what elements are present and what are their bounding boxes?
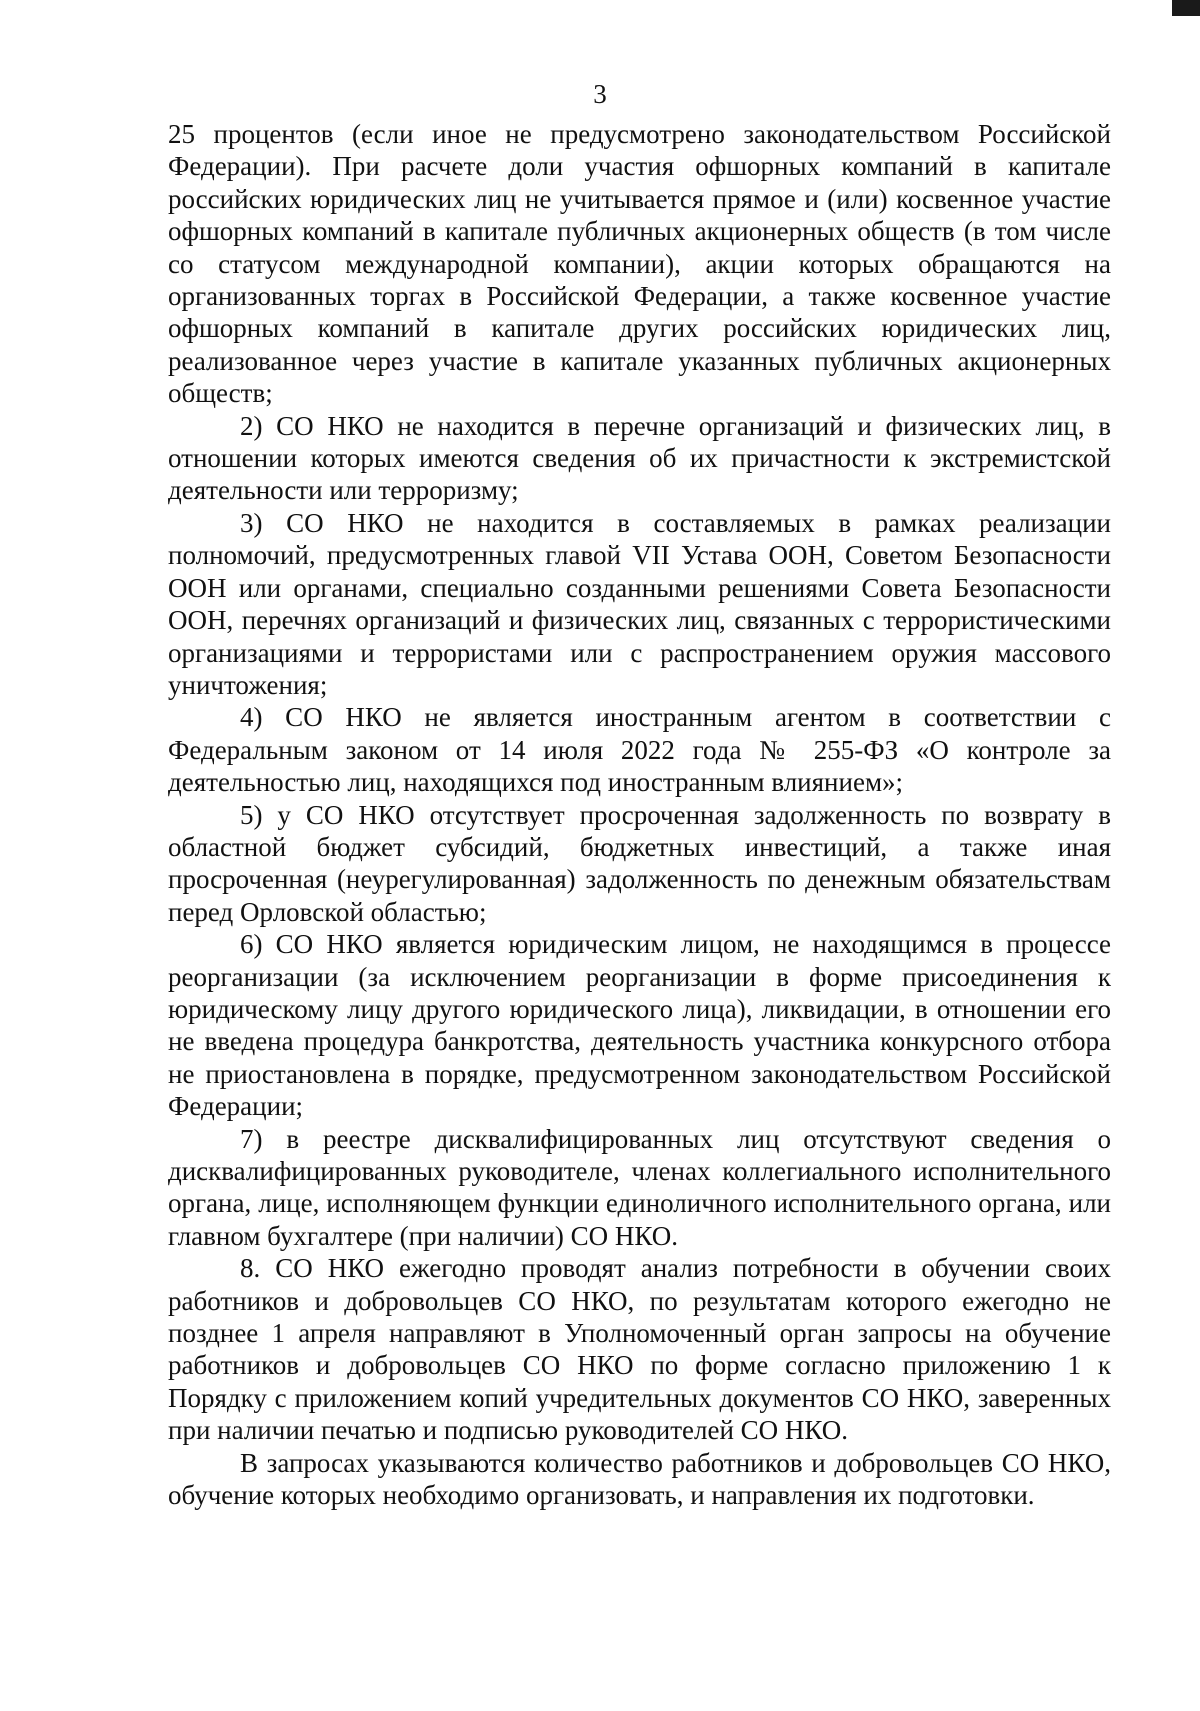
paragraph-continuation: 25 процентов (если иное не предусмотрено законодательством Российской Федерации). При расчете доли участия офшорных компаний в капитале российских юридических лиц не учитывается прямое и (или) косвенное участие офшорных компаний в капитале публичных акционерных обществ (в том числе со статусом международной компании), акции которых обращаются на организованных торгах в Российской Федерации, а также косвенное участие офшорных компаний в капитале других российских юридических лиц, реализованное через участие в капитале указанных публичных акционерных обществ; — [168, 119, 1111, 409]
paragraph-item-4: 4) СО НКО не является иностранным агентом в соответствии с Федеральным законом от 14 июля 2022 года № 255-ФЗ «О контроле за деятельностью лиц, находящихся под иностранным влиянием»; — [168, 702, 1111, 798]
document-body — [168, 118, 1111, 1511]
paragraph-section-8: 8. СО НКО ежегодно проводят анализ потребности в обучении своих работников и добровольцев СО НКО, по результатам которого ежегодно не позднее 1 апреля направляют в Уполномоченный орган запросы на обучение работников и добровольцев СО НКО по форме согласно приложению 1 к Порядку с приложением копий учредительных документов СО НКО, заверенных при наличии печатью и подписью руководителей СО НКО. — [168, 1253, 1111, 1446]
page-number: 3 — [593, 79, 607, 109]
paragraph-item-2: 2) СО НКО не находится в перечне организаций и физических лиц, в отношении которых имеются сведения об их причастности к экстремистской деятельности или терроризму; — [168, 410, 1111, 506]
paragraph-requests: В запросах указываются количество работников и добровольцев СО НКО, обучение которых необходимо организовать, и направления их подготовки. — [168, 1447, 1111, 1511]
paragraph-item-5: 5) у СО НКО отсутствует просроченная задолженность по возврату в областной бюджет субсидий, бюджетных инвестиций, а также иная просроченная (неурегулированная) задолженность по денежным обязательствам перед Орловской областью; — [168, 799, 1111, 927]
paragraph-item-7: 7) в реестре дисквалифицированных лиц отсутствуют сведения о дисквалифицированных руководителе, членах коллегиального исполнительного органа, лице, исполняющем функции единоличного исполнительного органа, или главном бухгалтере (при наличии) СО НКО. — [168, 1123, 1111, 1251]
paragraph-item-3: 3) СО НКО не находится в составляемых в рамках реализации полномочий, предусмотренных главой VII Устава ООН, Советом Безопасности ООН или органами, специально созданными решениями Совета Безопасности ООН, перечнях организаций и физических лиц, связанных с террористическими организациями и террористами или с распространением оружия массового уничтожения; — [168, 507, 1111, 700]
paragraph-item-6: 6) СО НКО является юридическим лицом, не находящимся в процессе реорганизации (за исключением реорганизации в форме присоединения к юридическому лицу другого юридического лица), ликвидации, в отношении его не введена процедура банкротства, деятельность участника конкурсного отбора не приостановлена в порядке, предусмотренном законодательством Российской Федерации; — [168, 929, 1111, 1122]
scan-corner-mark — [1172, 0, 1200, 16]
